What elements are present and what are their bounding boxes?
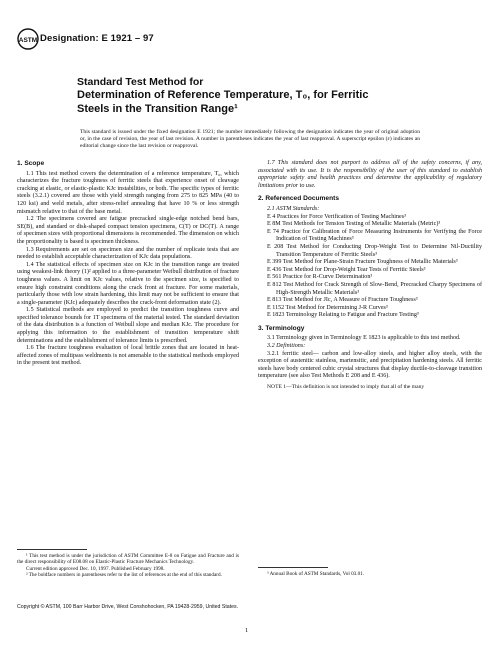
paragraph-3-1: 3.1 Terminology given in Terminology E 1823 is applicable to this test method. — [267, 335, 461, 342]
reference-item: E 1152 Test Method for Determining J-R Curves³ — [267, 304, 388, 311]
page-number: 1 — [245, 627, 249, 634]
note-1: NOTE 1—This definition is not intended to imply that all of the many — [267, 384, 425, 391]
title-block — [77, 76, 437, 116]
title-line-2: Determination of Reference Temperature, T₀, for Ferritic — [77, 89, 369, 101]
reference-item: E 1823 Terminology Relating to Fatigue and Fracture Testing³ — [267, 312, 419, 319]
reference-item: E 4 Practices for Force Verification of Testing Machines³ — [267, 213, 406, 220]
footnote-3 — [258, 571, 482, 577]
section-heading-terminology: 3. Terminology — [258, 324, 305, 332]
footnote-3-text: ³ Annual Book of ASTM Standards, Vol 03.01. — [267, 571, 365, 577]
reference-item: E 813 Test Method for JIc, A Measure of Fracture Toughness³ — [267, 297, 418, 304]
left-column — [17, 160, 239, 368]
astm-standards-label: 2.1 ASTM Standards: — [267, 205, 320, 212]
paragraph-1-6: 1.6 The fracture toughness evaluation of local brittle zones that are located in heat-affected zones of multipass weldments is not amenable to the statistical methods employed in the present test method. — [17, 345, 239, 367]
title-line-3: Steels in the Transition Range¹ — [77, 102, 238, 115]
reference-item: E 208 Test Method for Conducting Drop-Weight Test to Determine Nil-Ductility Transition Temperature of Ferritic Steels³ — [267, 243, 482, 258]
paragraph-1-1: 1.1 This test method covers the determination of a reference temperature, T₀, which characterizes the fracture toughness of ferritic steels that experience onset of cleavage cracking at elastic, or elastic-plastic KJc instabilities, or both. The specific types of ferritic steels (3.2.1) covered are those with yield strength ranging from 275 to 825 MPa (40 to 120 ksi) and weld metals, after stress-relief annealing that have 10 % or less strength mismatch relative to that of the base metal. — [17, 170, 239, 215]
paragraph-1-2: 1.2 The specimens covered are fatigue precracked single-edge notched bend bars, SE(B), and standard or disk-shaped compact tension specimens, C(T) or DC(T). A range of specimen sizes with proportional dimensions is recommended. The dimension on which the proportionality is based is specimen thickness. — [17, 216, 239, 245]
paragraph-3-2: 3.2 Definitions: — [267, 343, 306, 350]
footnote-divider-left — [17, 549, 87, 550]
paragraph-1-3: 1.3 Requirements are set on specimen size and the number of replicate tests that are needed to establish acceptable characterization of KJc data populations. — [17, 246, 239, 261]
paragraph-3-2-1: 3.2.1 ferritic steel— carbon and low-alloy steels, and higher alloy steels, with the exception of austenitic stainless, martensitic, and precipitation hardening steels. All ferritic steels have body centered cubic crystal structures that display ductile-to-cleavage transition temperature (see also Test Methods E 208 and E 436). — [258, 350, 482, 380]
title-line-1: Standard Test Method for — [77, 76, 204, 88]
designation: Designation: E 1921 – 97 — [40, 33, 154, 44]
footnote-2: ² The boldface numbers in parentheses refer to the list of references at the end of this standard. — [26, 571, 222, 578]
reference-item: E 561 Practice for R-Curve Determination³ — [267, 274, 373, 281]
section-heading-referenced-documents: 2. Referenced Documents — [258, 195, 339, 203]
reference-item: E 74 Practice for Calibration of Force Measuring Instruments for Verifying the Force Indication of Testing Machines³ — [267, 228, 482, 243]
paragraph-1-7: 1.7 This standard does not purport to address all of the safety concerns, if any, associated with its use. It is the responsibility of the user of this standard to establish appropriate safety and health practices and determine the applicability of regulatory limitations prior to use. — [258, 160, 482, 189]
footnotes-left — [17, 553, 239, 578]
reference-item: E 8M Test Methods for Tension Testing of Metallic Materials (Metric)³ — [267, 221, 441, 228]
footnote-1b: Current edition approved Dec. 10, 1997. Published February 1998. — [26, 565, 165, 572]
copyright-line: Copyright © ASTM, 100 Barr Harbor Drive, West Conshohocken, PA 19428-2959, United States. — [17, 604, 239, 610]
right-column — [258, 160, 482, 392]
footnote-1: ¹ This test method is under the jurisdiction of ASTM Committee E-8 on Fatigue and Fracture and is the direct responsibility of E08.08 on Elastic-Plastic Fracture Mechanics Technology. — [17, 553, 239, 566]
footnote-divider-right — [258, 567, 328, 568]
section-heading-scope: 1. Scope — [17, 160, 45, 167]
reference-item: E 436 Test Method for Drop-Weight Tear Tests of Ferritic Steels³ — [267, 266, 426, 273]
designation-notice: This standard is issued under the fixed designation E 1921; the number immediately following the designation indicates the year of original adoption or, in the case of revision, the year of last revision. A number in parentheses indicates the year of last reapproval. A superscript epsilon (ε) indicates an editorial change since the last revision or reapproval. — [80, 129, 420, 149]
reference-list — [258, 214, 482, 320]
reference-item: E 399 Test Method for Plane-Strain Fracture Toughness of Metallic Materials³ — [267, 259, 458, 266]
astm-logo-icon — [17, 28, 39, 50]
reference-item: E 812 Test Method for Crack Strength of Slow-Bend, Precracked Charpy Specimens of High-Strength Metallic Materials³ — [267, 281, 482, 296]
svg-text:ASTM: ASTM — [18, 37, 38, 44]
paragraph-1-5: 1.5 Statistical methods are employed to predict the transition toughness curve and specified tolerance bounds for 1T specimens of the material tested. The standard deviation of the data distribution is a function of Weibull slope and median KJc. The procedure for applying this information to the establishment of transition temperature shift determinations and the establishment of tolerance limits is prescribed. — [17, 307, 239, 344]
paragraph-1-4: 1.4 The statistical effects of specimen size on KJc in the transition range are treated using weakest-link theory (1)² applied to a three-parameter Weibull distribution of fracture toughness values. A limit on KJc values, relative to the specimen size, is specified to ensure high constraint conditions along the crack front at fracture. For some materials, particularly those with low strain hardening, this limit may not be sufficient to ensure that a single-parameter (KJc) adequately describes the crack-front deformation state (2). — [17, 261, 239, 306]
